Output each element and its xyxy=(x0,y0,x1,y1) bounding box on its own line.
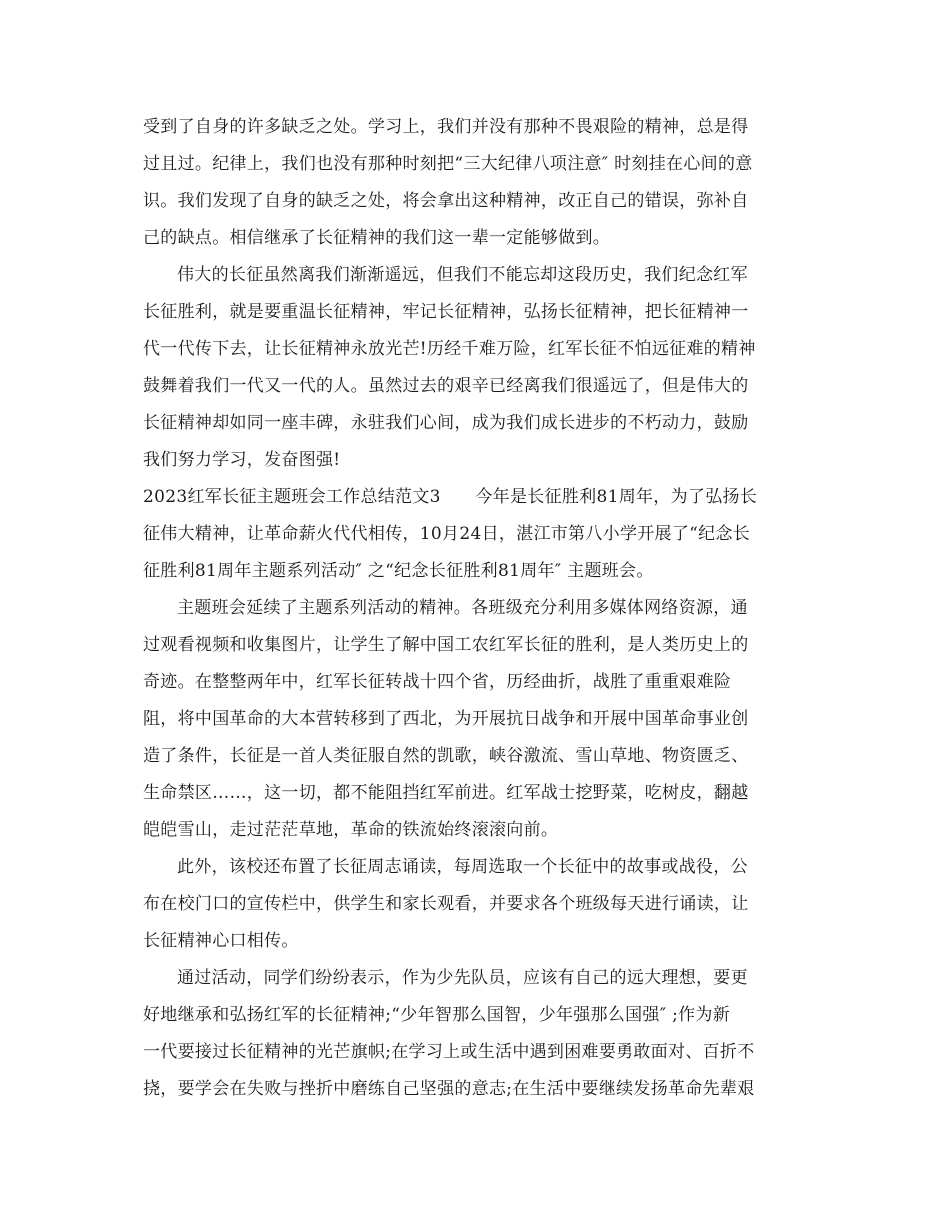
text-line: 己的缺点。相信继承了长征精神的我们这一辈一定能够做到。 xyxy=(143,228,611,248)
text-line: 皑皑雪山，走过茫茫草地，革命的铁流始终滚滚向前。 xyxy=(143,820,559,840)
text-line: 征胜利81周年主题系列活动″ 之“纪念长征胜利81周年″ 主题班会。 xyxy=(143,561,654,581)
text-line: 此外，该校还布置了长征周志诵读，每周选取一个长征中的故事或战役，公 xyxy=(177,857,748,877)
text-line: 我们努力学习，发奋图强! xyxy=(143,450,341,470)
text-line: 受到了自身的许多缺乏之处。学习上，我们并没有那种不畏艰险的精神，总是得 xyxy=(143,117,749,137)
text-line: 好地继承和弘扬红军的长征精神;“少年智那么国智，少年强那么国强″ ;作为新 xyxy=(143,1005,730,1025)
text-line: 过观看视频和收集图片，让学生了解中国工农红军长征的胜利，是人类历史上的 xyxy=(143,635,749,655)
text-line: 布在校门口的宣传栏中，供学生和家长观看，并要求各个班级每天进行诵读，让 xyxy=(143,894,749,914)
text-line: 识。我们发现了自身的缺乏之处，将会拿出这种精神，改正自己的错误，弥补自 xyxy=(143,191,749,211)
text-line: 长征胜利，就是要重温长征精神，牢记长征精神，弘扬长征精神，把长征精神一 xyxy=(143,302,749,322)
text-line: 鼓舞着我们一代又一代的人。虽然过去的艰辛已经离我们很遥远了，但是伟大的 xyxy=(143,376,749,396)
document-body xyxy=(143,109,808,1108)
text-line: 代一代传下去，让长征精神永放光芒!历经千难万险，红军长征不怕远征难的精神 xyxy=(143,339,756,359)
text-line: 造了条件，长征是一首人类征服自然的凯歌，峡谷激流、雪山草地、物资匮乏、 xyxy=(143,746,749,766)
text-line: 一代要接过长征精神的光芒旗帜;在学习上或生活中遇到困难要勇敢面对、百折不 xyxy=(143,1042,755,1062)
text-line: 通过活动，同学们纷纷表示，作为少先队员，应该有自己的远大理想，要更 xyxy=(177,968,748,988)
text-line: 挠，要学会在失败与挫折中磨练自己坚强的意志;在生活中要继续发扬革命先辈艰 xyxy=(143,1079,755,1099)
text-line: 阻，将中国革命的大本营转移到了西北，为开展抗日战争和开展中国革命事业创 xyxy=(143,709,749,729)
text-line: 长征精神却如同一座丰碑，永驻我们心间，成为我们成长进步的不朽动力，鼓励 xyxy=(143,413,749,433)
text-line: 主题班会延续了主题系列活动的精神。各班级充分利用多媒体网络资源，通 xyxy=(177,598,748,618)
text-line: 长征精神心口相传。 xyxy=(143,931,299,951)
text-line: 征伟大精神，让革命薪火代代相传，10月24日，湛江市第八小学开展了“纪念长 xyxy=(143,524,751,544)
text-line: 2023红军长征主题班会工作总结范文3 今年是长征胜利81周年，为了弘扬长 xyxy=(143,487,758,507)
text-line: 生命禁区……，这一切，都不能阻挡红军前进。红军战士挖野菜，吃树皮，翻越 xyxy=(143,783,749,803)
text-line: 伟大的长征虽然离我们渐渐遥远，但我们不能忘却这段历史，我们纪念红军 xyxy=(177,265,748,285)
text-line: 奇迹。在整整两年中，红军长征转战十四个省，历经曲折，战胜了重重艰难险 xyxy=(143,672,732,692)
text-line: 过且过。纪律上，我们也没有那种时刻把“三大纪律八项注意″ 时刻挂在心间的意 xyxy=(143,154,753,174)
